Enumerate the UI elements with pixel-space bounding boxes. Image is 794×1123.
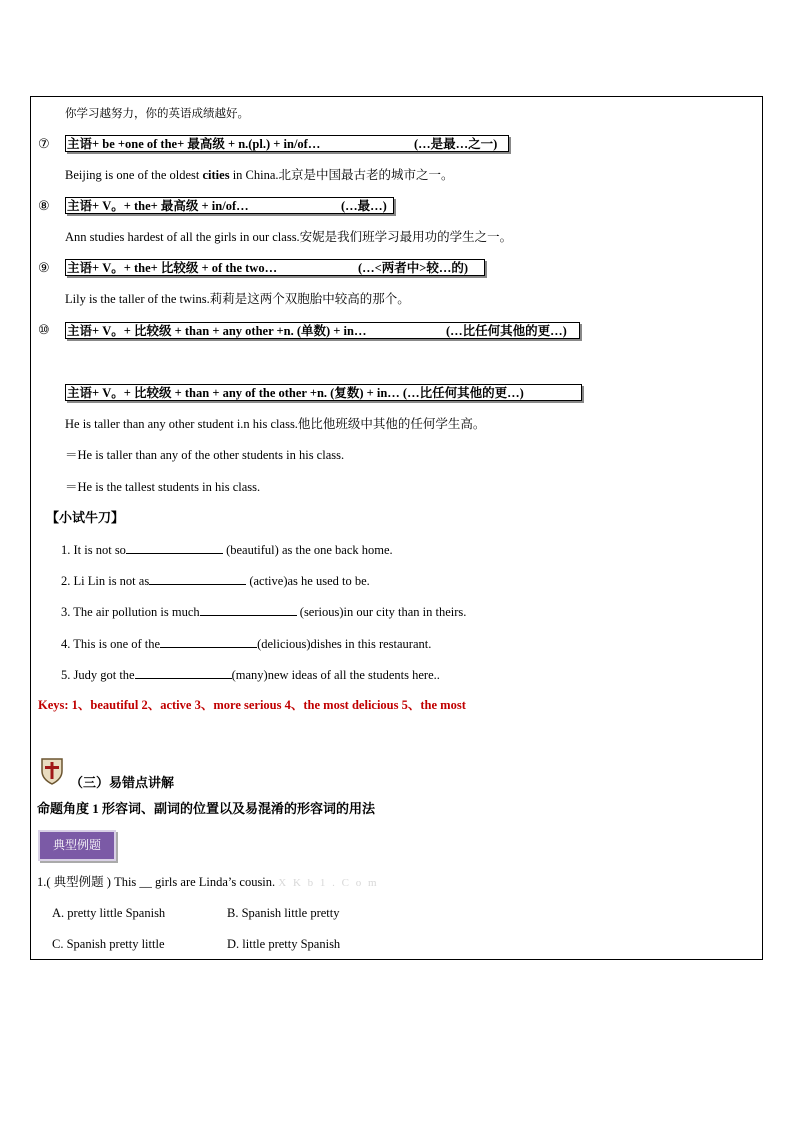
section-title: （三）易错点讲解 [70, 775, 175, 790]
rule-formula: 主语+ V。+ 比较级 + than + any other +n. (单数) + in… [67, 324, 367, 338]
practice-item: 4. This is one of the (delicious)dishes in this restaurant. [61, 637, 432, 651]
example-line: ＝He is taller than any of the other students in his class. [65, 448, 345, 462]
section-angle: 命题角度 1 形容词、副词的位置以及易混淆的形容词的用法 [37, 801, 376, 816]
answer-blank[interactable] [135, 666, 232, 679]
practice-item: 2. Li Lin is not as (active)as he used to be. [61, 574, 370, 588]
rule-meaning: (…最…) [341, 199, 387, 213]
option-c[interactable]: C. Spanish pretty little [52, 937, 165, 951]
example-line: ＝He is the tallest students in his class. [65, 480, 261, 494]
content-frame [30, 96, 763, 960]
rule-meaning: (…<两者中>较…的) [358, 261, 469, 275]
answer-blank[interactable] [126, 541, 223, 554]
rule-meaning: (…是最…之一) [414, 137, 498, 151]
option-a[interactable]: A. pretty little Spanish [52, 906, 166, 920]
answer-blank[interactable] [160, 635, 257, 648]
answer-keys: Keys: 1、beautiful 2、active 3、more serious 4、the most delicious 5、the most [38, 698, 466, 712]
rule-example: Beijing is one of the oldest cities in China.北京是中国最古老的城市之一。 [65, 168, 454, 182]
answer-blank[interactable] [149, 572, 246, 585]
example-line: He is taller than any other student i.n his class.他比他班级中其他的任何学生高。 [65, 417, 486, 431]
rule-marker: ⑧ [38, 198, 50, 213]
rule-formula-box [65, 197, 394, 214]
rule-formula: 主语+ V。+ 比较级 + than + any of the other +n. (复数) + in… (…比任何其他的更…) [67, 386, 524, 400]
rule-formula-box [65, 384, 582, 401]
rule-example: Ann studies hardest of all the girls in our class.安妮是我们班学习最用功的学生之一。 [65, 230, 513, 244]
option-b[interactable]: B. Spanish little pretty [227, 906, 340, 920]
rule-marker: ⑦ [38, 136, 50, 151]
intro-line: 你学习越努力，你的英语成绩越好。 [65, 106, 249, 120]
rule-formula-box [65, 135, 509, 152]
rule-formula-box [65, 322, 580, 339]
question-line: 1.( 典型例题 ) This __ girls are Linda’s cousin. X K b 1 . C o m [37, 875, 379, 889]
rule-marker: ⑩ [38, 322, 50, 337]
rule-formula: 主语+ V。+ the+ 最高级 + in/of… [67, 199, 249, 213]
practice-item: 5. Judy got the (many)new ideas of all the students here.. [61, 668, 440, 682]
practice-heading: 【小试牛刀】 [46, 510, 125, 525]
practice-item: 1. It is not so (beautiful) as the one back home. [61, 543, 393, 557]
rule-marker: ⑨ [38, 260, 50, 275]
option-d[interactable]: D. little pretty Spanish [227, 937, 341, 951]
rule-formula: 主语+ V。+ the+ 比较级 + of the two… [67, 261, 278, 275]
practice-item: 3. The air pollution is much (serious)in our city than in theirs. [61, 605, 467, 619]
rule-formula: 主语+ be +one of the+ 最高级 + n.(pl.) + in/of… [67, 137, 321, 151]
typical-example-tag: 典型例题 [38, 830, 116, 861]
rule-example: Lily is the taller of the twins.莉莉是这两个双胞胎中较高的那个。 [65, 292, 410, 306]
answer-blank[interactable] [200, 603, 297, 616]
rule-formula-box [65, 259, 485, 276]
rule-meaning: (…比任何其他的更…) [446, 324, 567, 338]
shield-cross-icon [40, 757, 64, 785]
watermark: X K b 1 . C o m [278, 877, 379, 889]
